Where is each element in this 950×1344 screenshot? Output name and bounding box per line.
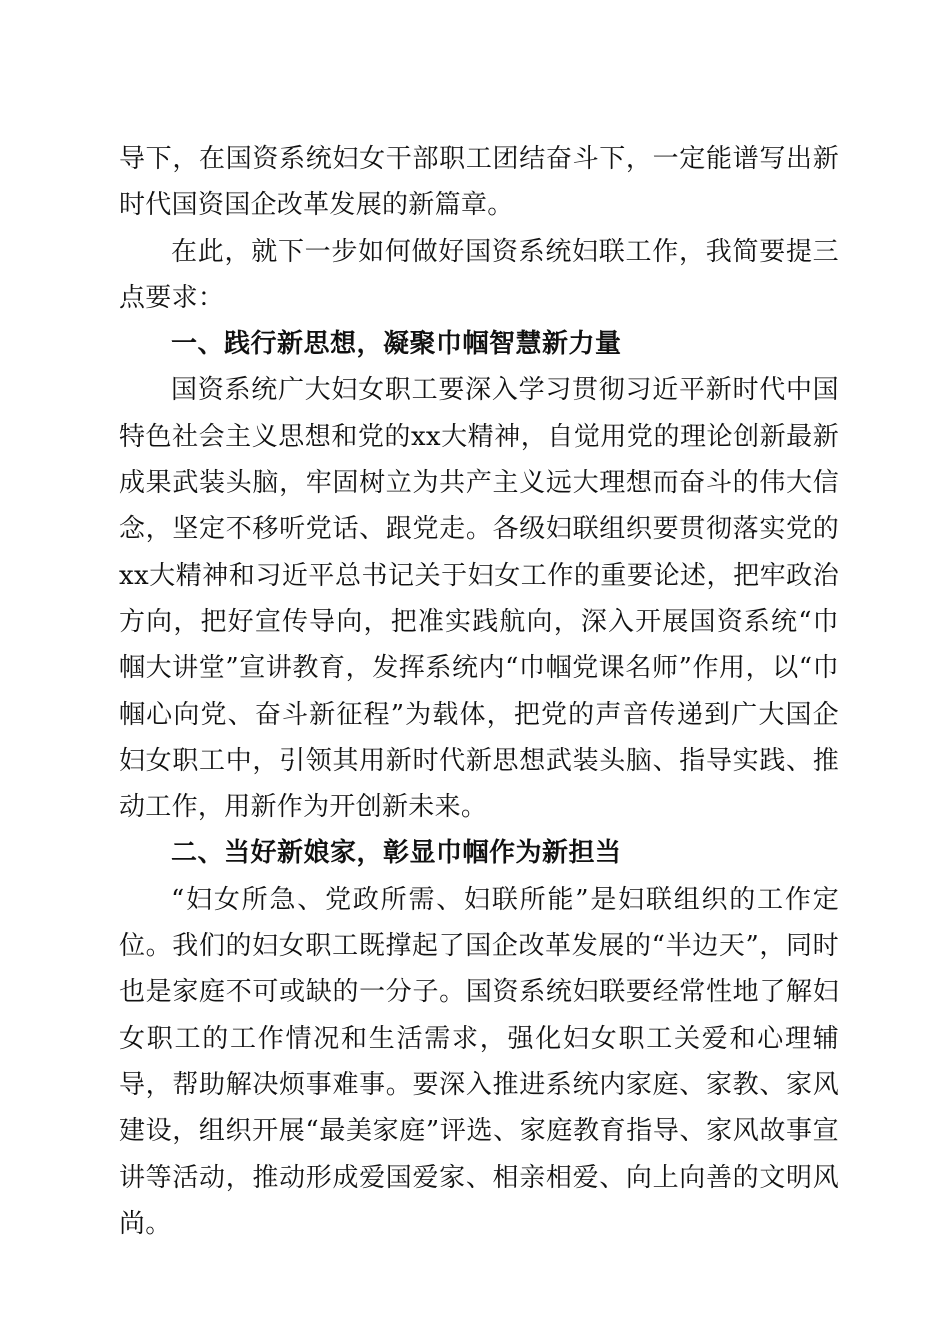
section-1-heading: 一、践行新思想，凝聚巾帼智慧新力量 [171,329,622,360]
section-1-paragraph: 国资系统广大妇女职工要深入学习贯彻习近平新时代中国特色社会主义思想和党的xx大精神，自觉用党的理论创新最新成果武装头脑，牢固树立为共产主义远大理想而奋斗的伟大信念，坚定不移听党话、跟党走。各级妇联组织要贯彻落实党的xx大精神和习近平总书记关于妇女工作的重要论述，把牢政治方向，把好宣传导向，把准实践航向，深入开展国资系统“巾帼大讲堂”宣讲教育，发挥系统内“巾帼党课名师”作用，以“巾帼心向党、奋斗新征程”为载体，把党的声音传递到广大国企妇女职工中，引领其用新时代新思想武装头脑、指导实践、推动工作，用新作为开创新未来。 [119,375,839,823]
document-body [119,136,839,1247]
section-2-heading: 二、当好新娘家，彰显巾帼作为新担当 [171,838,622,869]
intro-paragraph: 在此，就下一步如何做好国资系统妇联工作，我简要提三点要求： [119,236,839,313]
continuation-paragraph: 导下，在国资系统妇女干部职工团结奋斗下，一定能谱写出新时代国资国企改革发展的新篇章。 [119,144,839,221]
section-2-paragraph: “妇女所急、党政所需、妇联所能”是妇联组织的工作定位。我们的妇女职工既撑起了国企改革发展的“半边天”，同时也是家庭不可或缺的一分子。国资系统妇联要经常性地了解妇女职工的工作情况和生活需求，强化妇女职工关爱和心理辅导，帮助解决烦事难事。要深入推进系统内家庭、家教、家风建设，组织开展“最美家庭”评选、家庭教育指导、家风故事宣讲等活动，推动形成爱国爱家、相亲相爱、向上向善的文明风尚。 [119,884,839,1239]
